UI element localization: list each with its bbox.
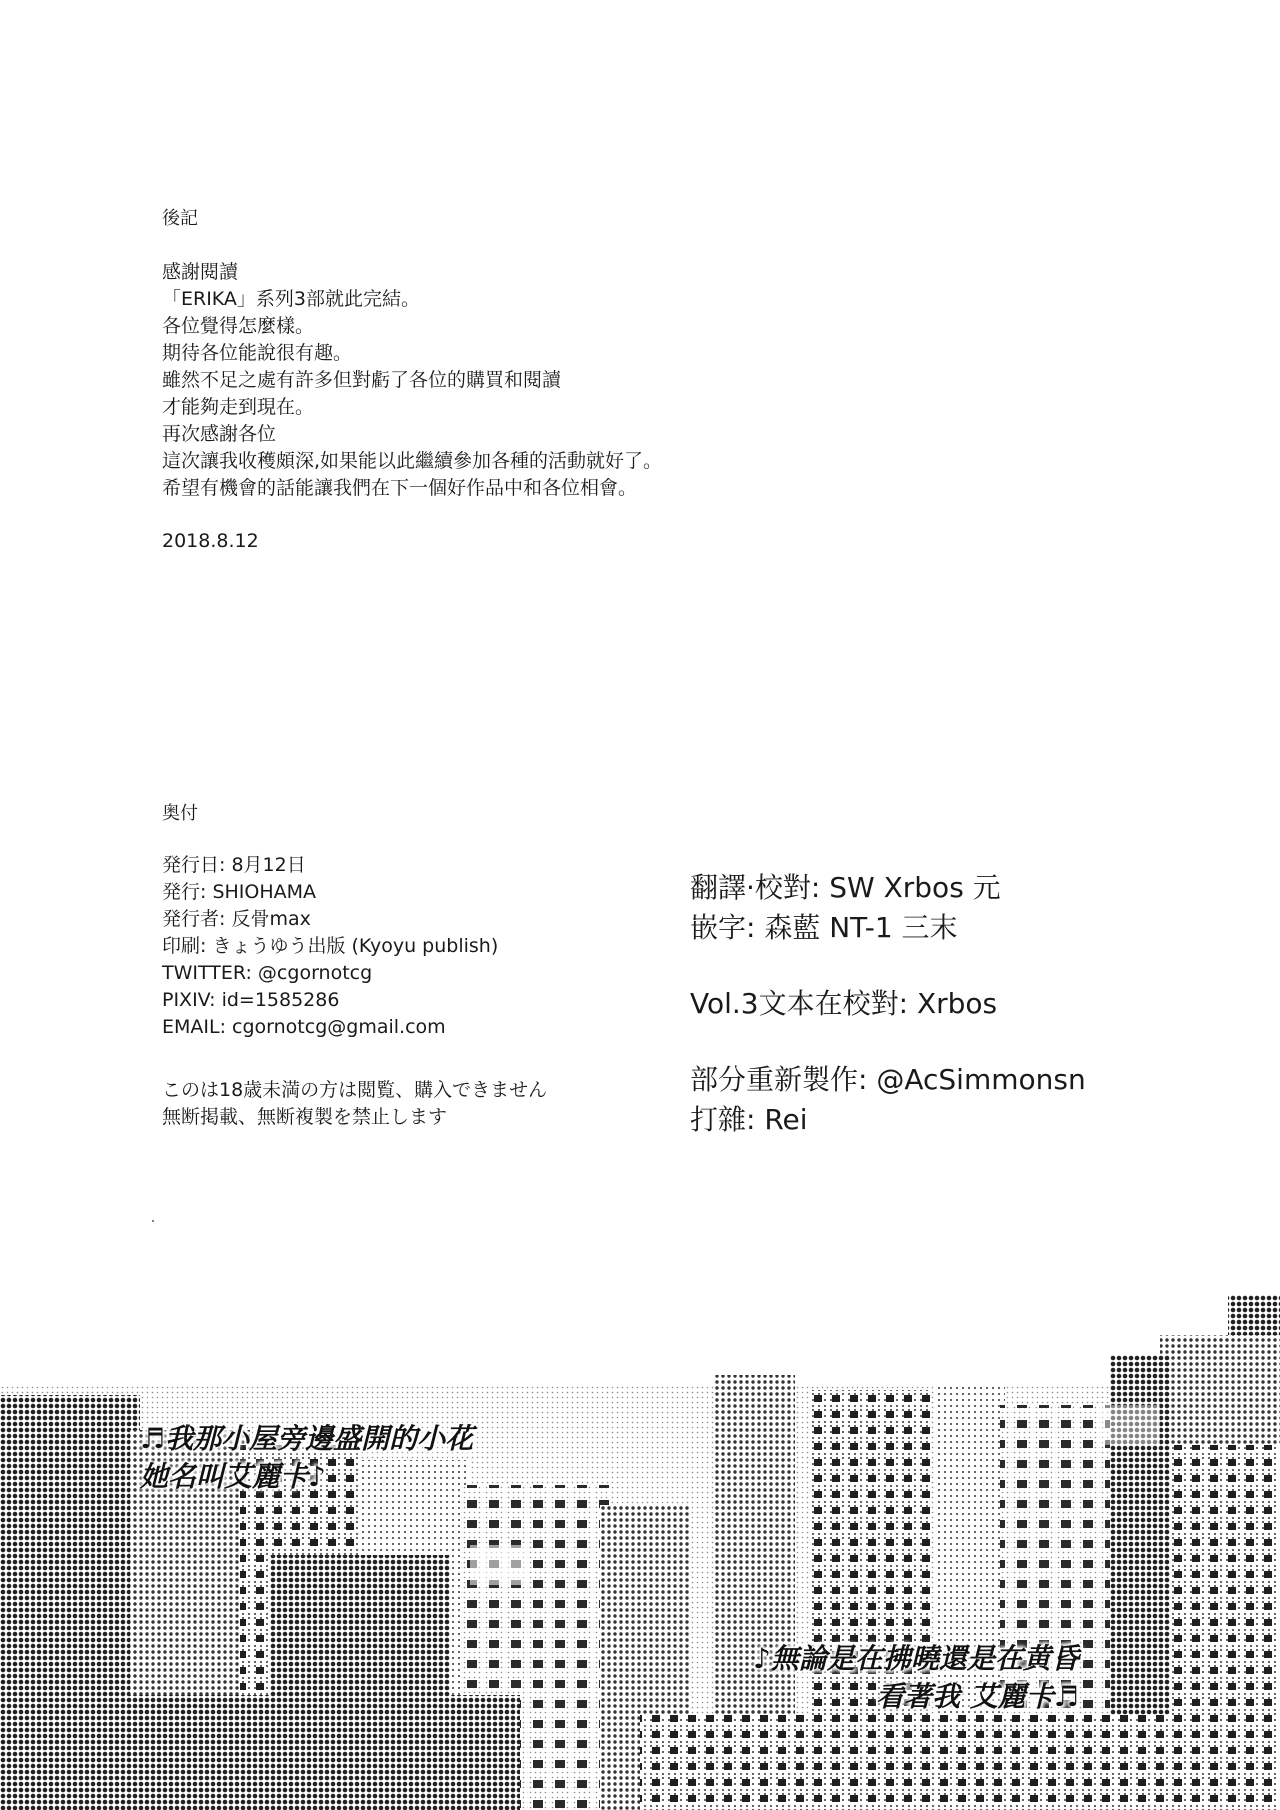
afterword-line: 感謝閱讀 bbox=[162, 261, 239, 283]
credit-line: 打雜: Rei bbox=[690, 1103, 808, 1136]
credit-line: 翻譯·校對: SW Xrbos 元 bbox=[690, 871, 1001, 904]
highlight bbox=[470, 1545, 530, 1585]
credit-line: 嵌字: 森藍 NT-1 三末 bbox=[690, 911, 958, 944]
highlight bbox=[1100, 1405, 1160, 1445]
credit-spacer bbox=[690, 1024, 1086, 1060]
speck-mark bbox=[152, 1220, 154, 1222]
colophon-line: 印刷: きょうゆう出版 (Kyoyu publish) bbox=[162, 935, 499, 957]
age-notice bbox=[162, 1077, 547, 1131]
afterword-line: 雖然不足之處有許多但對虧了各位的購買和閱讀 bbox=[162, 369, 562, 391]
foreground-rooftops bbox=[0, 1695, 520, 1810]
afterword-line: 再次感謝各位 bbox=[162, 423, 277, 445]
lyric-line: 看著我 艾麗卡♬ bbox=[876, 1680, 1079, 1713]
translation-credits bbox=[690, 868, 1086, 1140]
building-distant bbox=[1228, 1295, 1280, 1335]
colophon-section bbox=[162, 800, 547, 1131]
notice-line: このは18歳未満の方は閲覧、購入できません bbox=[162, 1079, 548, 1101]
credit-line: 部分重新製作: @AcSimmonsn bbox=[690, 1063, 1086, 1096]
afterword-line: 才能夠走到現在。 bbox=[162, 396, 315, 418]
afterword-heading: 後記 bbox=[162, 208, 198, 229]
building-distant bbox=[1160, 1335, 1280, 1455]
lyric-caption-right bbox=[746, 1640, 1079, 1716]
colophon-line: EMAIL: cgornotcg@gmail.com bbox=[162, 1016, 446, 1038]
colophon-heading: 奥付 bbox=[162, 803, 198, 824]
afterword-line: 「ERIKA」系列3部就此完結。 bbox=[162, 288, 421, 310]
lyric-line: ♬我那小屋旁邊盛開的小花 bbox=[140, 1422, 474, 1455]
afterword-line: 各位覺得怎麼樣。 bbox=[162, 315, 315, 337]
colophon-line: PIXIV: id=1585286 bbox=[162, 989, 340, 1011]
afterword-date: 2018.8.12 bbox=[162, 530, 259, 552]
colophon-line: TWITTER: @cgornotcg bbox=[162, 962, 373, 984]
foreground-rooftops bbox=[640, 1715, 1280, 1810]
credit-line: Vol.3文本在校對: Xrbos bbox=[690, 987, 998, 1020]
colophon-line: 発行者: 反骨max bbox=[162, 908, 311, 930]
lyric-line: ♪無論是在拂曉還是在黄昏 bbox=[752, 1642, 1079, 1675]
lyric-caption-left bbox=[140, 1420, 473, 1496]
halftone-cityscape-illustration bbox=[0, 1295, 1280, 1810]
afterword-line: 期待各位能說很有趣。 bbox=[162, 342, 353, 364]
colophon-line: 発行: SHIOHAMA bbox=[162, 881, 317, 903]
notice-line: 無断掲載、無断複製を禁止します bbox=[162, 1106, 448, 1128]
credit-spacer bbox=[690, 948, 1086, 984]
afterword-line: 希望有機會的話能讓我們在下一個好作品中和各位相會。 bbox=[162, 477, 638, 499]
lyric-line: 她名叫艾麗卡♪ bbox=[140, 1460, 326, 1493]
colophon-line: 発行日: 8月12日 bbox=[162, 854, 306, 876]
afterword-section bbox=[162, 205, 662, 555]
afterword-line: 這次讓我收穫頗深,如果能以此繼續參加各種的活動就好了。 bbox=[162, 450, 663, 472]
